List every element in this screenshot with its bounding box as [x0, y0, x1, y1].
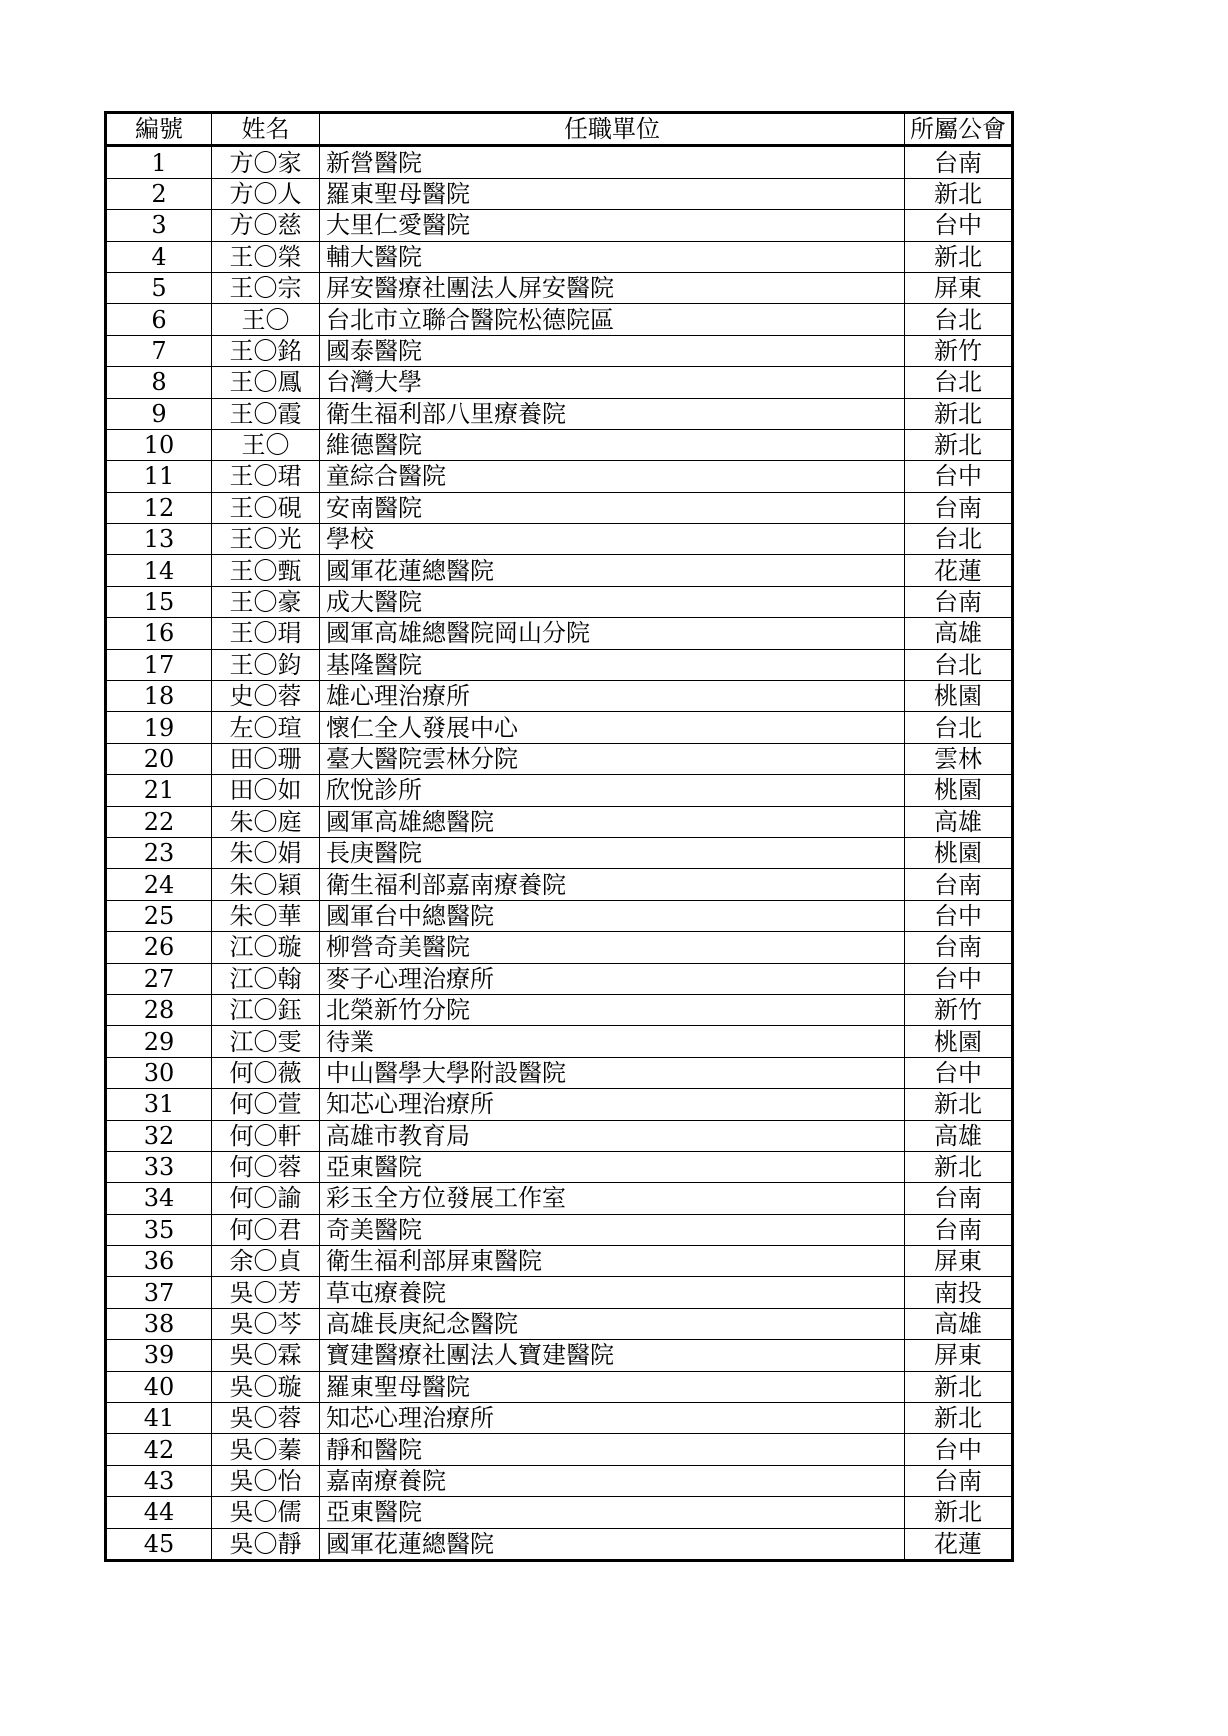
cell-workplace: 彩玉全方位發展工作室	[320, 1183, 905, 1214]
cell-workplace: 童綜合醫院	[320, 461, 905, 492]
cell-name: 吳〇芳	[212, 1277, 320, 1308]
cell-union: 桃園	[905, 837, 1013, 868]
cell-number: 20	[106, 743, 212, 774]
cell-number: 39	[106, 1340, 212, 1371]
table-row	[106, 837, 1013, 868]
table-row	[106, 806, 1013, 837]
cell-union: 台南	[905, 1465, 1013, 1496]
cell-workplace: 懷仁全人發展中心	[320, 712, 905, 743]
table-row	[106, 1403, 1013, 1434]
cell-name: 吳〇儒	[212, 1497, 320, 1528]
cell-name: 王〇光	[212, 524, 320, 555]
header-union: 所屬公會	[905, 113, 1013, 146]
cell-name: 吳〇靜	[212, 1528, 320, 1560]
cell-workplace: 成大醫院	[320, 586, 905, 617]
cell-union: 新北	[905, 241, 1013, 272]
cell-workplace: 臺大醫院雲林分院	[320, 743, 905, 774]
cell-union: 高雄	[905, 806, 1013, 837]
cell-union: 台中	[905, 900, 1013, 931]
cell-union: 屏東	[905, 1246, 1013, 1277]
cell-union: 台北	[905, 304, 1013, 335]
cell-union: 桃園	[905, 1026, 1013, 1057]
table-row	[106, 586, 1013, 617]
cell-name: 史〇蓉	[212, 681, 320, 712]
cell-workplace: 衛生福利部屏東醫院	[320, 1246, 905, 1277]
cell-number: 23	[106, 837, 212, 868]
cell-number: 12	[106, 492, 212, 523]
cell-number: 22	[106, 806, 212, 837]
cell-workplace: 柳營奇美醫院	[320, 932, 905, 963]
cell-number: 13	[106, 524, 212, 555]
cell-name: 何〇諭	[212, 1183, 320, 1214]
header-name: 姓名	[212, 113, 320, 146]
cell-workplace: 羅東聖母醫院	[320, 178, 905, 209]
header-number: 編號	[106, 113, 212, 146]
cell-name: 方〇人	[212, 178, 320, 209]
cell-workplace: 草屯療養院	[320, 1277, 905, 1308]
cell-number: 8	[106, 367, 212, 398]
cell-name: 何〇君	[212, 1214, 320, 1245]
cell-union: 高雄	[905, 1120, 1013, 1151]
cell-union: 新北	[905, 429, 1013, 460]
cell-number: 3	[106, 210, 212, 241]
cell-name: 余〇貞	[212, 1246, 320, 1277]
cell-name: 江〇璇	[212, 932, 320, 963]
table-row	[106, 1497, 1013, 1528]
table-row	[106, 178, 1013, 209]
cell-workplace: 國軍高雄總醫院岡山分院	[320, 618, 905, 649]
table-row	[106, 241, 1013, 272]
cell-name: 朱〇庭	[212, 806, 320, 837]
header-workplace: 任職單位	[320, 113, 905, 146]
cell-number: 38	[106, 1308, 212, 1339]
cell-number: 42	[106, 1434, 212, 1465]
cell-name: 王〇鈞	[212, 649, 320, 680]
cell-name: 王〇珺	[212, 461, 320, 492]
table-row	[106, 1371, 1013, 1402]
cell-workplace: 基隆醫院	[320, 649, 905, 680]
cell-number: 10	[106, 429, 212, 460]
cell-union: 高雄	[905, 618, 1013, 649]
cell-workplace: 亞東醫院	[320, 1497, 905, 1528]
cell-workplace: 待業	[320, 1026, 905, 1057]
table-row	[106, 210, 1013, 241]
cell-union: 新竹	[905, 994, 1013, 1025]
cell-name: 王〇榮	[212, 241, 320, 272]
cell-union: 台南	[905, 869, 1013, 900]
cell-workplace: 麥子心理治療所	[320, 963, 905, 994]
table-row	[106, 618, 1013, 649]
cell-name: 何〇蓉	[212, 1151, 320, 1182]
cell-name: 王〇	[212, 429, 320, 460]
cell-union: 新北	[905, 1089, 1013, 1120]
cell-union: 新北	[905, 1497, 1013, 1528]
cell-number: 41	[106, 1403, 212, 1434]
table-row	[106, 1026, 1013, 1057]
cell-number: 7	[106, 335, 212, 366]
cell-workplace: 嘉南療養院	[320, 1465, 905, 1496]
cell-name: 吳〇霖	[212, 1340, 320, 1371]
cell-name: 王〇鳳	[212, 367, 320, 398]
table-row	[106, 681, 1013, 712]
table-row	[106, 900, 1013, 931]
cell-union: 新北	[905, 178, 1013, 209]
cell-number: 32	[106, 1120, 212, 1151]
cell-name: 王〇甄	[212, 555, 320, 586]
table-row	[106, 649, 1013, 680]
cell-name: 吳〇蓁	[212, 1434, 320, 1465]
cell-workplace: 安南醫院	[320, 492, 905, 523]
cell-number: 17	[106, 649, 212, 680]
table-row	[106, 994, 1013, 1025]
cell-workplace: 亞東醫院	[320, 1151, 905, 1182]
cell-name: 左〇瑄	[212, 712, 320, 743]
roster-table	[104, 111, 1014, 1562]
cell-workplace: 衛生福利部八里療養院	[320, 398, 905, 429]
cell-name: 王〇琄	[212, 618, 320, 649]
header-row	[106, 113, 1013, 146]
table-row	[106, 492, 1013, 523]
cell-number: 9	[106, 398, 212, 429]
cell-name: 朱〇娟	[212, 837, 320, 868]
table-row	[106, 272, 1013, 303]
cell-name: 江〇雯	[212, 1026, 320, 1057]
table-row	[106, 743, 1013, 774]
cell-number: 16	[106, 618, 212, 649]
cell-union: 台北	[905, 649, 1013, 680]
cell-number: 30	[106, 1057, 212, 1088]
cell-name: 方〇慈	[212, 210, 320, 241]
cell-workplace: 欣悅診所	[320, 775, 905, 806]
cell-name: 朱〇華	[212, 900, 320, 931]
cell-workplace: 國軍花蓮總醫院	[320, 555, 905, 586]
cell-union: 屏東	[905, 1340, 1013, 1371]
cell-union: 新北	[905, 1403, 1013, 1434]
cell-workplace: 衛生福利部嘉南療養院	[320, 869, 905, 900]
cell-workplace: 中山醫學大學附設醫院	[320, 1057, 905, 1088]
cell-number: 19	[106, 712, 212, 743]
cell-union: 台中	[905, 210, 1013, 241]
cell-workplace: 雄心理治療所	[320, 681, 905, 712]
cell-number: 43	[106, 1465, 212, 1496]
table-row	[106, 1057, 1013, 1088]
table-row	[106, 398, 1013, 429]
cell-workplace: 奇美醫院	[320, 1214, 905, 1245]
table-row	[106, 555, 1013, 586]
cell-union: 台中	[905, 963, 1013, 994]
cell-number: 28	[106, 994, 212, 1025]
cell-union: 桃園	[905, 775, 1013, 806]
cell-union: 台南	[905, 492, 1013, 523]
cell-name: 方〇家	[212, 146, 320, 178]
cell-workplace: 高雄長庚紀念醫院	[320, 1308, 905, 1339]
cell-number: 14	[106, 555, 212, 586]
table-row	[106, 429, 1013, 460]
cell-number: 6	[106, 304, 212, 335]
table-row	[106, 1214, 1013, 1245]
cell-workplace: 學校	[320, 524, 905, 555]
cell-name: 吳〇芩	[212, 1308, 320, 1339]
cell-workplace: 國軍高雄總醫院	[320, 806, 905, 837]
cell-union: 台南	[905, 146, 1013, 178]
table-row	[106, 524, 1013, 555]
cell-name: 王〇硯	[212, 492, 320, 523]
cell-workplace: 長庚醫院	[320, 837, 905, 868]
cell-name: 王〇宗	[212, 272, 320, 303]
table-row	[106, 963, 1013, 994]
cell-workplace: 知芯心理治療所	[320, 1403, 905, 1434]
cell-number: 31	[106, 1089, 212, 1120]
cell-union: 屏東	[905, 272, 1013, 303]
table-row	[106, 461, 1013, 492]
table-row	[106, 1277, 1013, 1308]
cell-workplace: 屏安醫療社團法人屏安醫院	[320, 272, 905, 303]
cell-union: 台北	[905, 367, 1013, 398]
cell-name: 吳〇怡	[212, 1465, 320, 1496]
cell-union: 花蓮	[905, 1528, 1013, 1560]
cell-workplace: 國軍台中總醫院	[320, 900, 905, 931]
cell-workplace: 新營醫院	[320, 146, 905, 178]
table-row	[106, 932, 1013, 963]
cell-workplace: 知芯心理治療所	[320, 1089, 905, 1120]
table-row	[106, 1089, 1013, 1120]
cell-name: 江〇鈺	[212, 994, 320, 1025]
cell-union: 台南	[905, 932, 1013, 963]
cell-number: 36	[106, 1246, 212, 1277]
table-row	[106, 1528, 1013, 1560]
cell-workplace: 維德醫院	[320, 429, 905, 460]
table-row	[106, 367, 1013, 398]
table-row	[106, 1120, 1013, 1151]
table-row	[106, 1246, 1013, 1277]
cell-number: 11	[106, 461, 212, 492]
cell-name: 王〇	[212, 304, 320, 335]
cell-name: 吳〇蓉	[212, 1403, 320, 1434]
cell-name: 江〇翰	[212, 963, 320, 994]
cell-name: 何〇萱	[212, 1089, 320, 1120]
cell-number: 33	[106, 1151, 212, 1182]
cell-name: 田〇如	[212, 775, 320, 806]
cell-union: 台南	[905, 1183, 1013, 1214]
cell-union: 新竹	[905, 335, 1013, 366]
cell-union: 台中	[905, 461, 1013, 492]
cell-number: 27	[106, 963, 212, 994]
table-row	[106, 1151, 1013, 1182]
cell-name: 朱〇穎	[212, 869, 320, 900]
table-row	[106, 1434, 1013, 1465]
cell-number: 35	[106, 1214, 212, 1245]
table-row	[106, 1308, 1013, 1339]
cell-workplace: 靜和醫院	[320, 1434, 905, 1465]
cell-number: 26	[106, 932, 212, 963]
cell-union: 南投	[905, 1277, 1013, 1308]
table-row	[106, 146, 1013, 178]
cell-number: 5	[106, 272, 212, 303]
cell-name: 吳〇璇	[212, 1371, 320, 1402]
cell-number: 44	[106, 1497, 212, 1528]
cell-number: 21	[106, 775, 212, 806]
cell-workplace: 台灣大學	[320, 367, 905, 398]
cell-name: 王〇豪	[212, 586, 320, 617]
cell-workplace: 北榮新竹分院	[320, 994, 905, 1025]
cell-number: 18	[106, 681, 212, 712]
cell-union: 新北	[905, 1371, 1013, 1402]
cell-union: 台中	[905, 1057, 1013, 1088]
cell-name: 何〇薇	[212, 1057, 320, 1088]
table-row	[106, 712, 1013, 743]
cell-union: 花蓮	[905, 555, 1013, 586]
cell-union: 台南	[905, 586, 1013, 617]
table-row	[106, 869, 1013, 900]
cell-number: 1	[106, 146, 212, 178]
cell-workplace: 台北市立聯合醫院松德院區	[320, 304, 905, 335]
table-row	[106, 1183, 1013, 1214]
cell-union: 桃園	[905, 681, 1013, 712]
cell-workplace: 羅東聖母醫院	[320, 1371, 905, 1402]
cell-union: 台中	[905, 1434, 1013, 1465]
cell-workplace: 輔大醫院	[320, 241, 905, 272]
cell-name: 何〇軒	[212, 1120, 320, 1151]
cell-number: 2	[106, 178, 212, 209]
table-row	[106, 1340, 1013, 1371]
cell-workplace: 國軍花蓮總醫院	[320, 1528, 905, 1560]
cell-number: 4	[106, 241, 212, 272]
cell-name: 田〇珊	[212, 743, 320, 774]
cell-union: 台南	[905, 1214, 1013, 1245]
table-row	[106, 1465, 1013, 1496]
table-row	[106, 304, 1013, 335]
cell-number: 40	[106, 1371, 212, 1402]
table-row	[106, 775, 1013, 806]
cell-union: 台北	[905, 524, 1013, 555]
cell-number: 37	[106, 1277, 212, 1308]
cell-number: 34	[106, 1183, 212, 1214]
cell-union: 新北	[905, 1151, 1013, 1182]
cell-union: 高雄	[905, 1308, 1013, 1339]
cell-name: 王〇銘	[212, 335, 320, 366]
cell-number: 29	[106, 1026, 212, 1057]
cell-workplace: 高雄市教育局	[320, 1120, 905, 1151]
cell-workplace: 大里仁愛醫院	[320, 210, 905, 241]
table-row	[106, 335, 1013, 366]
cell-name: 王〇霞	[212, 398, 320, 429]
cell-union: 台北	[905, 712, 1013, 743]
cell-union: 雲林	[905, 743, 1013, 774]
cell-union: 新北	[905, 398, 1013, 429]
cell-workplace: 寶建醫療社團法人寶建醫院	[320, 1340, 905, 1371]
cell-number: 25	[106, 900, 212, 931]
cell-number: 24	[106, 869, 212, 900]
cell-number: 45	[106, 1528, 212, 1560]
cell-workplace: 國泰醫院	[320, 335, 905, 366]
cell-number: 15	[106, 586, 212, 617]
